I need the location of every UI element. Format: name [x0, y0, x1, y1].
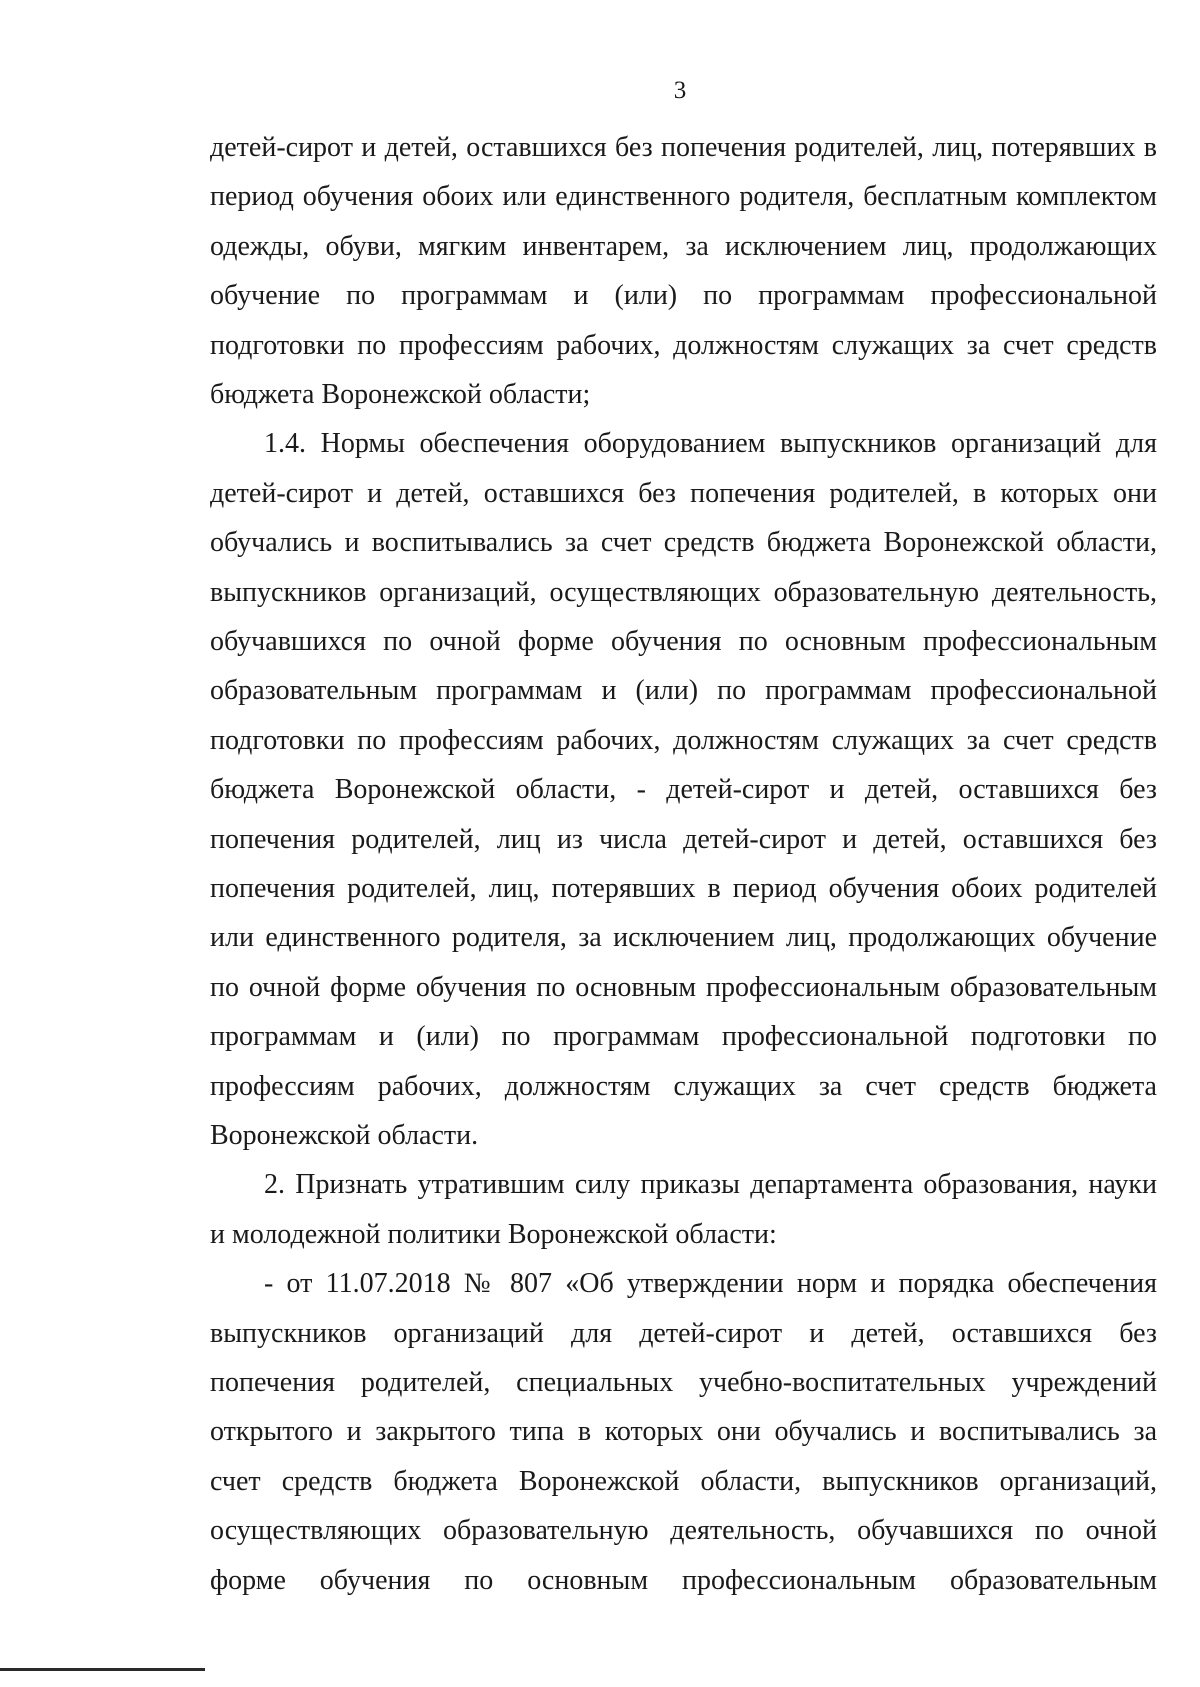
text-line: открытого и закрытого типа в которых они обучались и воспитывались за [210, 1416, 1157, 1448]
text-line: подготовки по профессиям рабочих, должностям служащих за счет средств [210, 724, 1157, 756]
text-line: образовательным программам и (или) по программам профессиональной [210, 675, 1157, 707]
text-line: 2. Признать утратившим силу приказы департамента образования, науки [264, 1169, 1157, 1201]
text-line: обучавшихся по очной форме обучения по основным профессиональным [210, 626, 1157, 657]
text-line: - от 11.07.2018 № 807 «Об утверждении норм и порядка обеспечения [264, 1268, 1157, 1300]
text-line: Воронежской области. [210, 1120, 479, 1151]
text-line: осуществляющих образовательную деятельность, обучавшихся по очной [210, 1515, 1157, 1547]
text-line: детей-сирот и детей, оставшихся без попечения родителей, в которых они [210, 477, 1157, 509]
text-line: период обучения обоих или единственного родителя, бесплатным комплектом [210, 181, 1157, 213]
text-line: или единственного родителя, за исключением лиц, продолжающих обучение [210, 922, 1157, 954]
text-line: подготовки по профессиям рабочих, должностям служащих за счет средств [210, 329, 1157, 361]
text-line: 1.4. Нормы обеспечения оборудованием выпускников организаций для [264, 428, 1157, 460]
text-line: попечения родителей, специальных учебно-воспитательных учреждений [210, 1367, 1157, 1398]
text-line: попечения родителей, лиц, потерявших в период обучения обоих родителей [210, 873, 1157, 904]
text-line: выпускников организаций, осуществляющих образовательную деятельность, [210, 576, 1157, 608]
text-line: выпускников организаций для детей-сирот и детей, оставшихся без [210, 1317, 1157, 1349]
text-line: и молодежной политики Воронежской области: [210, 1218, 777, 1250]
text-line: бюджета Воронежской области, - детей-сирот и детей, оставшихся без [210, 774, 1157, 806]
text-line: одежды, обуви, мягким инвентарем, за исключением лиц, продолжающих [210, 230, 1157, 262]
text-line: обучение по программам и (или) по программам профессиональной [210, 280, 1157, 312]
text-line: обучались и воспитывались за счет средств бюджета Воронежской области, [210, 527, 1157, 559]
text-line: детей-сирот и детей, оставшихся без попечения родителей, лиц, потерявших в [210, 132, 1157, 163]
text-line: счет средств бюджета Воронежской области, выпускников организаций, [210, 1465, 1157, 1497]
text-line: программам и (или) по программам профессиональной подготовки по [210, 1021, 1157, 1053]
text-line: по очной форме обучения по основным профессиональным образовательным [210, 971, 1157, 1003]
text-line: бюджета Воронежской области; [210, 379, 591, 410]
text-line: профессиям рабочих, должностям служащих за счет средств бюджета [210, 1070, 1157, 1102]
text-line: попечения родителей, лиц из числа детей-сирот и детей, оставшихся без [210, 823, 1157, 855]
footer-rule [0, 1668, 205, 1671]
page-number: 3 [673, 77, 687, 104]
text-line: форме обучения по основным профессиональным образовательным [210, 1564, 1157, 1596]
